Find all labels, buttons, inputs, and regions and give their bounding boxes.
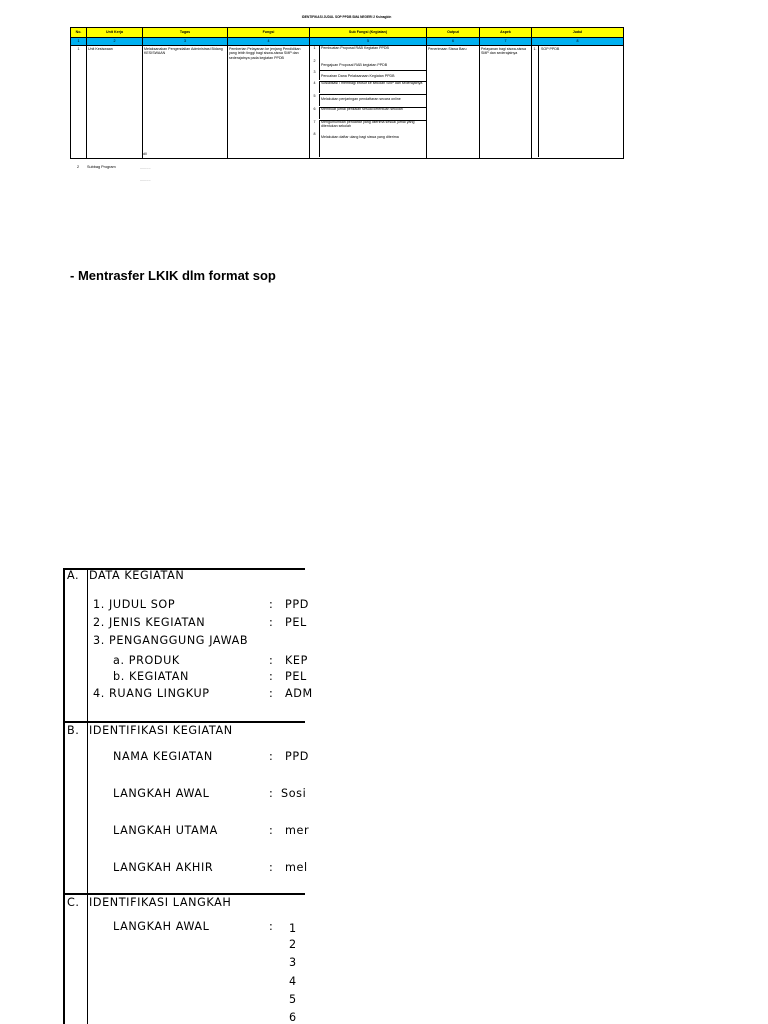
page-heading: - Mentrasfer LKIK dlm format sop xyxy=(70,268,276,283)
list-item: 1 Pembuatan Proposal RAB Kegiatan PPDB xyxy=(310,46,426,69)
list-item: 6 Membuat jurnal penilaian sesuai ketentuan sekolah xyxy=(310,107,426,119)
value-kegiatan: PEL xyxy=(285,670,307,683)
header-unit-kerja: Unit Kerja xyxy=(87,28,143,38)
section-a-title: DATA KEGIATAN xyxy=(89,569,185,582)
section-b-letter: B. xyxy=(67,724,80,737)
table-header-row xyxy=(71,28,624,38)
identification-table-title: IDENTIFIKASI JUDUL SOP PPDB SMA NEGERI 2 Ksinagbin xyxy=(301,15,392,19)
row2-no: 2 xyxy=(77,165,80,169)
colon: : xyxy=(269,861,274,874)
colon: : xyxy=(269,598,274,611)
col-number: 7 xyxy=(480,38,532,46)
list-item: 4 Sosialisasi / membagi brosur ke sekolah SMP dan sederajatnya xyxy=(310,81,426,93)
row-aspek: Pelayanan bagi siswa-siswa SMP dan sederajatnya xyxy=(480,46,532,159)
label-ruang-lingkup: 4. RUANG LINGKUP xyxy=(93,687,210,700)
header-fungsi: Fungsi xyxy=(228,28,310,38)
step-number: 2 xyxy=(289,938,297,951)
colon: : xyxy=(269,670,274,683)
header-aspek: Aspek xyxy=(480,28,532,38)
section-c-title: IDENTIFIKASI LANGKAH xyxy=(89,896,232,909)
colon: : xyxy=(269,750,274,763)
row-tugas-cell xyxy=(143,46,228,159)
label-judul-sop: 1. JUDUL SOP xyxy=(93,598,176,611)
colon: : xyxy=(269,824,274,837)
col-number: 4 xyxy=(228,38,310,46)
value-langkah-awal: Sosi xyxy=(281,787,307,800)
colon: : xyxy=(269,616,274,629)
step-number: 3 xyxy=(289,956,297,969)
colon: : xyxy=(269,654,274,667)
label-kegiatan: b. KEGIATAN xyxy=(113,670,189,683)
value-produk: KEP xyxy=(285,654,308,667)
row2-dots: .......... xyxy=(140,166,151,170)
value-nama-kegiatan: PPD xyxy=(285,750,309,763)
identification-table xyxy=(70,27,624,159)
col-number: 2 xyxy=(87,38,143,46)
header-no: No. xyxy=(71,28,87,38)
label-jenis-kegiatan: 2. JENIS KEGIATAN xyxy=(93,616,206,629)
table-row xyxy=(71,46,624,159)
label-langkah-utama: LANGKAH UTAMA xyxy=(113,824,218,837)
value-jenis-kegiatan: PEL xyxy=(285,616,307,629)
step-number: 5 xyxy=(289,993,297,1006)
row-unit: Unit Kesiswaan xyxy=(87,46,143,159)
label-langkah-awal-c: LANGKAH AWAL xyxy=(113,920,210,933)
row-dll: dll xyxy=(143,151,147,156)
header-judul: Judul xyxy=(532,28,624,38)
step-number: 4 xyxy=(289,975,297,988)
value-judul-sop: PPD xyxy=(285,598,309,611)
col-number: 3 xyxy=(143,38,228,46)
colon: : xyxy=(269,787,274,800)
list-item: 7 Mengumumkan pendaftar yang diterima sesuai jurnal yang ditentukan sekolah xyxy=(310,120,426,132)
row-fungsi: Pemberian Pelayanan ke jenjang Pendidikan yang lebih tinggi bagi siswa-siswa SMP dan sederajatnya pada kegiatan PPDB xyxy=(228,46,310,159)
row2-unit: Subbag Program xyxy=(87,165,116,169)
label-penanggung-jawab: 3. PENGANGGUNG JAWAB xyxy=(93,634,249,647)
colon: : xyxy=(269,920,274,933)
value-ruang-lingkup: ADM xyxy=(285,687,313,700)
section-b-title: IDENTIFIKASI KEGIATAN xyxy=(89,724,233,737)
step-number: 1 xyxy=(289,922,297,935)
sop-form xyxy=(63,568,313,1024)
label-langkah-akhir: LANGKAH AKHIR xyxy=(113,861,214,874)
col-number: 8 xyxy=(532,38,624,46)
value-langkah-utama: mer xyxy=(285,824,310,837)
row-output: Penerimaan Siswa Baru xyxy=(427,46,480,159)
list-item: 5 Melakukan penjaringan pendaftaran secara online xyxy=(310,94,426,106)
row-judul: SOP PPDB xyxy=(541,47,560,51)
section-a-letter: A. xyxy=(67,569,80,582)
col-number: 6 xyxy=(427,38,480,46)
row-no: 1 xyxy=(71,46,87,159)
list-item: 8 Melakukan daftar ulang bagi siswa yang diterima xyxy=(310,132,426,157)
colon: : xyxy=(269,687,274,700)
header-output: Output xyxy=(427,28,480,38)
step-number: 6 xyxy=(289,1011,297,1024)
col-number: 5 xyxy=(310,38,427,46)
row-aspek-no: 1. xyxy=(532,46,539,157)
value-langkah-akhir: mel xyxy=(285,861,308,874)
label-produk: a. PRODUK xyxy=(113,654,180,667)
list-item: 3 Pencairan Dana Pelaksanaan Kegiatan PPDB xyxy=(310,70,426,80)
header-sub-fungsi: Sub Fungsi (Kegiatan) xyxy=(310,28,427,38)
row-judul-cell xyxy=(532,46,624,159)
label-langkah-awal: LANGKAH AWAL xyxy=(113,787,210,800)
header-tugas: Tugas xyxy=(143,28,228,38)
row-tugas: Melaksanakan Pengendalian Administrasi Bidang KESISWAAN xyxy=(144,47,223,56)
row-sub-fungsi-cell xyxy=(310,46,427,159)
col-number: 1 xyxy=(71,38,87,46)
list-item: 2 Pengajuan Proposal RAB kegiatan PPDB xyxy=(310,59,426,70)
section-c-letter: C. xyxy=(67,896,80,909)
label-nama-kegiatan: NAMA KEGIATAN xyxy=(113,750,213,763)
row2-dots: .......... xyxy=(140,178,151,182)
column-number-row xyxy=(71,38,624,46)
